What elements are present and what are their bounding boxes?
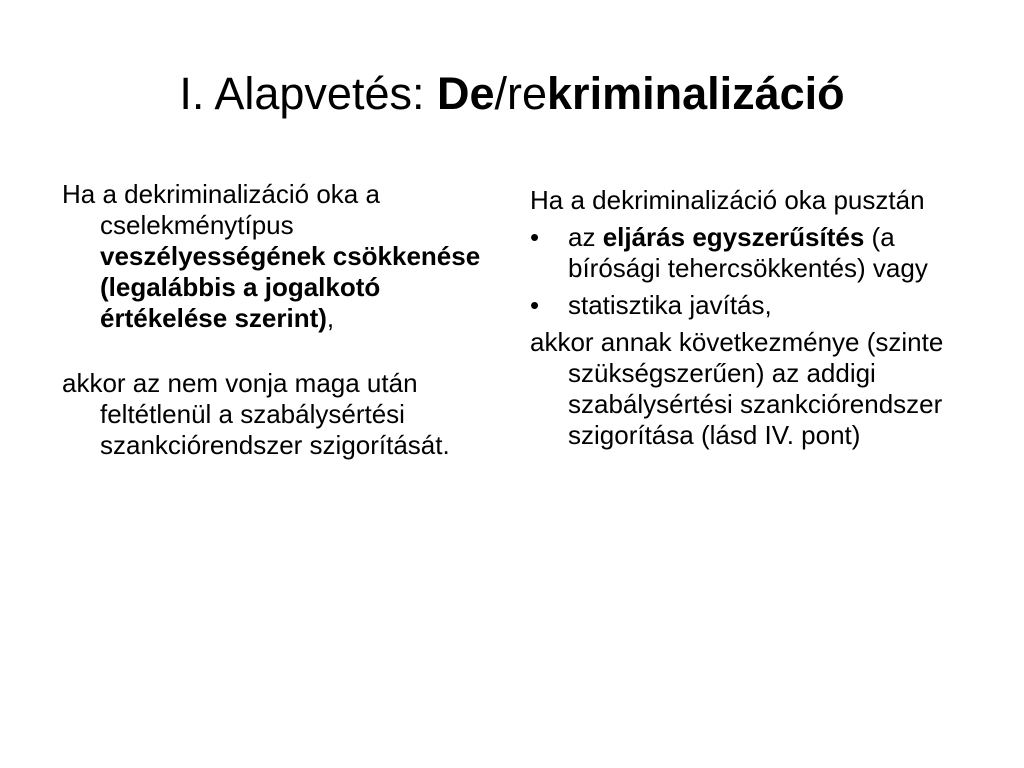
left-p1-intro: Ha a dekriminalizáció oka a cselekménytípus xyxy=(62,179,380,240)
bullet1-post: (a bírósági tehercsökkentés) vagy xyxy=(568,222,928,283)
bullet1-bold: eljárás egyszerűsítés xyxy=(602,222,865,252)
left-p1-trail: , xyxy=(326,303,335,333)
bullet-icon: • xyxy=(530,222,540,252)
right-bullet-1 xyxy=(530,222,980,284)
bullet2-text: statisztika javítás, xyxy=(568,290,772,320)
left-paragraph-2: akkor az nem vonja maga után feltétlenül a szabálysértési szankciórendszer szigorítását. xyxy=(62,368,450,460)
title-prefix: I. Alapvetés: xyxy=(179,68,437,119)
right-bullet-2 xyxy=(530,290,980,321)
title-slash-re: /re xyxy=(494,68,548,119)
title-de: De xyxy=(436,68,495,119)
left-p1-bold: veszélyességének csökkenése (legalábbis a jogalkotó értékelése szerint) xyxy=(100,241,481,333)
bullet1-pre: az xyxy=(568,222,603,252)
right-paragraph-1: Ha a dekriminalizáció oka pusztán xyxy=(530,185,925,215)
left-column xyxy=(62,179,502,461)
right-paragraph-2: akkor annak következménye (szinte szükségszerűen) az addigi szabálysértési szankciórendszer szigorítása (lásd IV. pont) xyxy=(530,327,944,450)
right-column xyxy=(530,185,980,457)
title-rest: kriminalizáció xyxy=(547,68,845,119)
bullet-icon: • xyxy=(530,290,540,320)
left-paragraph-1 xyxy=(62,179,502,334)
slide-title xyxy=(0,64,1024,124)
